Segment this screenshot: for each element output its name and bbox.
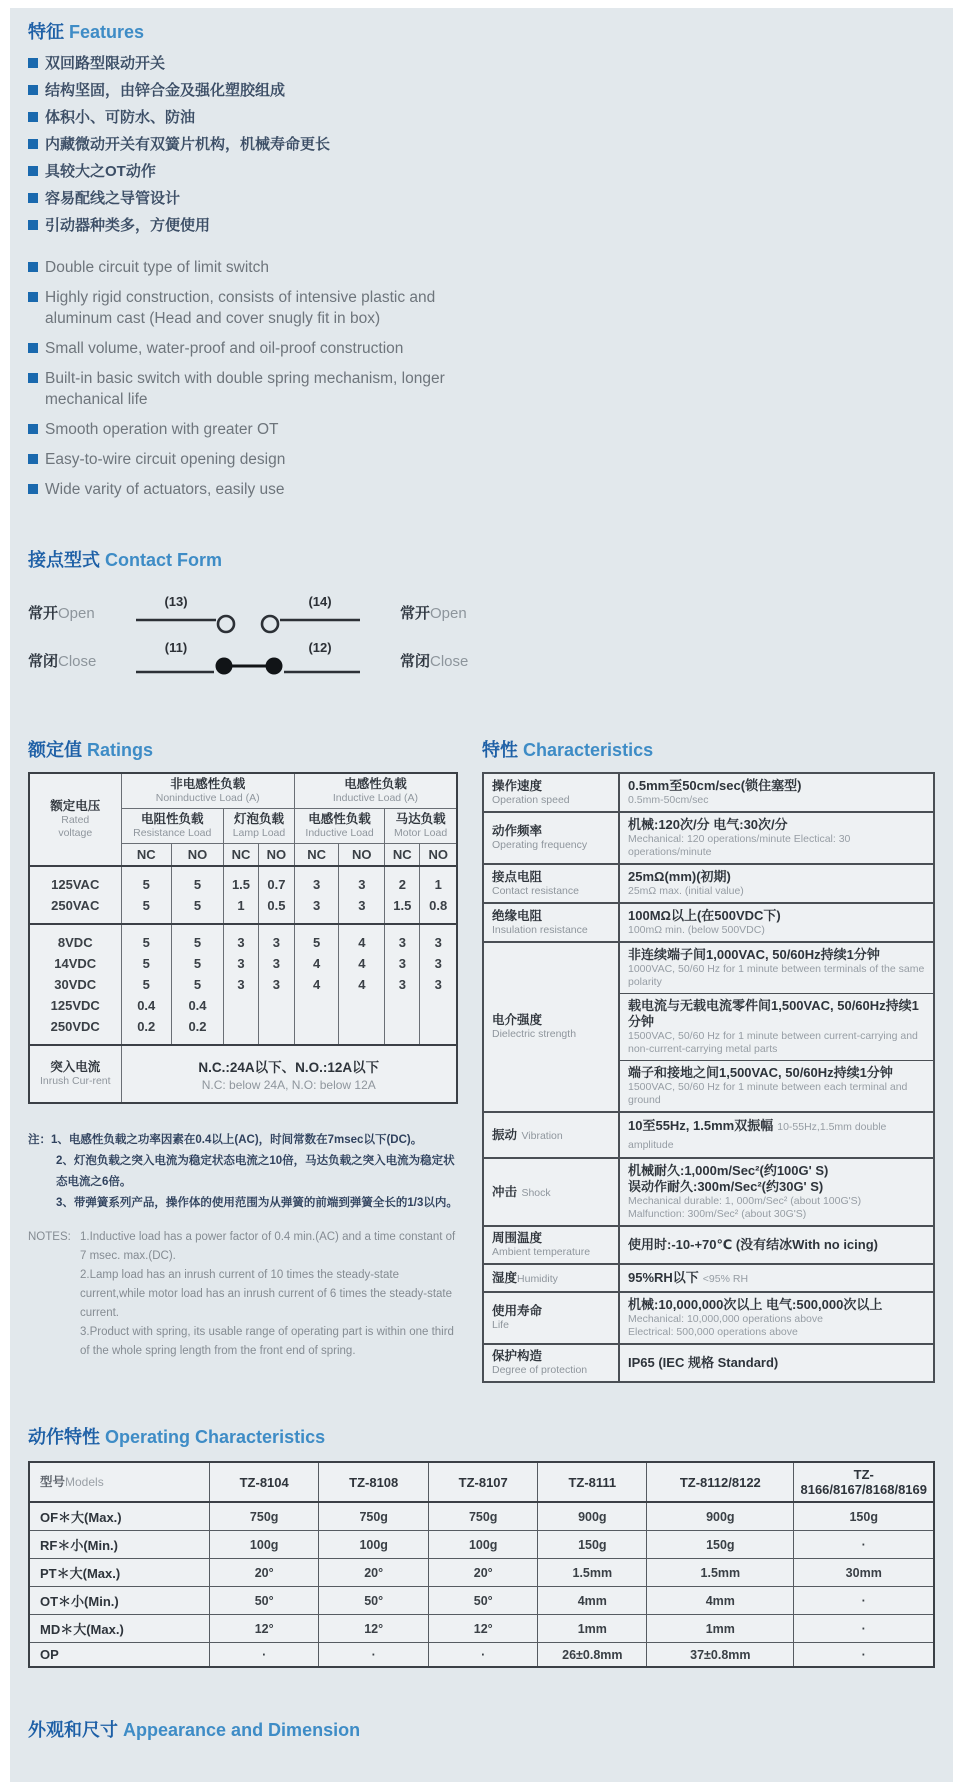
table-row: MD＊大(Max.) 12° 12° 12° 1mm 1mm · — [29, 1615, 934, 1643]
table-row: 湿度Humidity 95%RH以下 <95% RH — [483, 1264, 934, 1292]
features-list-zh — [28, 54, 935, 235]
notes-zh: 注：1、电感性负载之功率因素在0.4以上(AC)，时间常数在7msec以下(DC)。 2、灯泡负载之突入电流为稳定状态电流之10倍，马达负载之突入电流为稳定状态电流之6倍。 3、带弹簧系列产品，操作体的使用范围为从弹簧的前端到弹簧全长的1/3以内。 — [28, 1134, 458, 1209]
table-row: 250VAC 5 5 1 0.5 3 3 1.5 0.8 — [29, 895, 457, 924]
bullet-square-icon — [28, 220, 38, 230]
feature-item: 内藏微动开关有双簧片机构，机械寿命更长 — [28, 135, 935, 154]
ratings-heading — [28, 736, 458, 762]
bullet-square-icon — [28, 193, 38, 203]
bullet-square-icon — [28, 484, 38, 494]
table-row: 125VAC 5 5 1.5 0.7 3 3 2 1 — [29, 866, 457, 895]
feature-item: 具较大之OT动作 — [28, 162, 935, 181]
features-heading — [28, 18, 935, 44]
bullet-square-icon — [28, 58, 38, 68]
table-row: 载电流与无载电流零件间1,500VAC, 50/60Hz持续1分钟 1500VAC, 50/60 Hz for 1 minute between current-carrying and non-current-carrying metal parts — [483, 994, 934, 1061]
table-row: OF＊大(Max.) 750g 750g 750g 900g 900g 150g — [29, 1502, 934, 1531]
vac-rows-group — [29, 866, 457, 924]
table-row: 周围温度 Ambient temperature 使用时:-10-+70℃ (没有结冰With no icing) — [483, 1226, 934, 1264]
model-column: TZ-8108 — [319, 1462, 429, 1502]
svg-text:(11): (11) — [164, 640, 188, 655]
contact-close-row — [28, 638, 935, 684]
lamp-load-header: 灯泡负载 Lamp Load — [224, 809, 295, 844]
feature-item: Double circuit type of limit switch — [28, 257, 448, 278]
notes-section — [28, 1130, 458, 1361]
appearance-section — [28, 1716, 935, 1742]
feature-item: Built-in basic switch with double spring mechanism, longer mechanical life — [28, 368, 448, 410]
contact-form-heading-zh: 接点型式 — [28, 550, 100, 570]
operating-heading-zh: 动作特性 — [28, 1427, 100, 1447]
ratings-section — [28, 736, 458, 1361]
vdc-rows-group — [29, 924, 457, 1045]
characteristics-heading — [482, 736, 935, 762]
feature-item: 引动器种类多，方便使用 — [28, 216, 935, 235]
operating-table — [28, 1461, 935, 1668]
features-list-en — [28, 257, 448, 500]
feature-item: Easy-to-wire circuit opening design — [28, 449, 448, 470]
table-row: 动作频率 Operating frequency 机械:120次/分 电气:30次/分 Mechanical: 120 operations/minute Electical: 30 operations/minute — [483, 812, 934, 864]
rated-voltage-header: 额定电压 Rated voltage — [29, 773, 121, 866]
table-row: 冲击 Shock 机械耐久:1,000m/Sec²(约100G' S) 误动作耐久:300m/Sec²(约30G' S) Mechanical durable: 1, 000m/Sec² (about 100G'S) Malfunction: 300m/Sec² (about 30G'S) — [483, 1158, 934, 1226]
appearance-heading-en: Appearance and Dimension — [123, 1720, 361, 1740]
model-column: TZ-8107 — [428, 1462, 538, 1502]
nc-header: NC — [385, 844, 420, 867]
ratings-table — [28, 772, 458, 1104]
no-header: NO — [171, 844, 223, 867]
ratings-heading-zh: 额定值 — [28, 740, 82, 760]
bullet-square-icon — [28, 166, 38, 176]
nc-header: NC — [294, 844, 338, 867]
no-header: NO — [339, 844, 385, 867]
features-heading-zh: 特征 — [28, 22, 64, 42]
table-row: 电介强度 Dielectric strength 非连续端子间1,000VAC, 50/60Hz持续1分钟 1000VAC, 50/60 Hz for 1 minute between terminals of the same polarity — [483, 942, 934, 994]
operating-heading-en: Operating Characteristics — [105, 1427, 326, 1447]
models-header: 型号Models — [29, 1462, 209, 1502]
inductive-load-subheader: 电感性负载 Inductive Load — [294, 809, 384, 844]
bullet-square-icon — [28, 112, 38, 122]
features-section — [28, 18, 935, 500]
svg-text:(12): (12) — [308, 640, 332, 655]
appearance-heading — [28, 1716, 935, 1742]
ratings-heading-en: Ratings — [87, 740, 154, 760]
close-label-left: 常闭Close — [28, 653, 97, 670]
feature-item: Wide varity of actuators, easily use — [28, 479, 448, 500]
operating-heading — [28, 1423, 935, 1449]
table-row: 绝缘电阻 Insulation resistance 100MΩ以上(在500VDC下) 100mΩ min. (below 500VDC) — [483, 903, 934, 942]
notes-en: NOTES: 1.Inductive load has a power factor of 0.4 min.(AC) and a time constant of 7 msec. max.(DC). 2.Lamp load has an inrush current of 10 times the steady-state current,while motor load has an inrush current of 6 times the steady-state current. 3.Product with spring, its usable range of operating part is within one third of the whole spring length from the front end of spring. — [28, 1231, 456, 1357]
feature-item: 容易配线之导管设计 — [28, 189, 935, 208]
table-row: 操作速度 Operation speed 0.5mm至50cm/sec(锁住塞型) 0.5mm-50cm/sec — [483, 773, 934, 812]
nc-header: NC — [224, 844, 259, 867]
contact-open-row — [28, 590, 935, 636]
characteristics-heading-en: Characteristics — [523, 740, 654, 760]
normally-open-contact-icon — [124, 590, 394, 636]
table-row: 使用寿命 Life 机械:10,000,000次以上 电气:500,000次以上 Mechanical: 10,000,000 operations above Electrical: 500,000 operations above — [483, 1292, 934, 1344]
svg-text:(13): (13) — [164, 594, 188, 609]
bullet-square-icon — [28, 373, 38, 383]
table-row: 保护构造 Degree of protection IP65 (IEC 规格 Standard) — [483, 1344, 934, 1382]
table-row: OT＊小(Min.) 50° 50° 50° 4mm 4mm · — [29, 1587, 934, 1615]
inrush-value: N.C.:24A以下、N.O.:12A以下 N.C: below 24A, N.O: below 12A — [121, 1045, 457, 1103]
table-row — [29, 1462, 934, 1502]
table-row: 接点电阻 Contact resistance 25mΩ(mm)(初期) 25mΩ max. (initial value) — [483, 864, 934, 903]
feature-item: 体积小、可防水、防油 — [28, 108, 935, 127]
bullet-square-icon — [28, 85, 38, 95]
model-column: TZ-8166/8167/8168/8169 — [794, 1462, 934, 1502]
open-label-left: 常开Open — [28, 605, 95, 622]
contact-form-diagram — [28, 590, 935, 684]
bullet-square-icon — [28, 292, 38, 302]
inrush-row-group — [29, 1045, 457, 1103]
characteristics-table — [482, 772, 935, 1383]
bullet-square-icon — [28, 139, 38, 149]
no-header: NO — [258, 844, 294, 867]
bullet-square-icon — [28, 454, 38, 464]
feature-item: 结构坚固，由锌合金及强化塑胶组成 — [28, 81, 935, 100]
table-row: OP · · · 26±0.8mm 37±0.8mm · — [29, 1643, 934, 1668]
table-row: 振动 Vibration 10至55Hz, 1.5mm双振幅 10-55Hz,1.5mm double amplitude — [483, 1112, 934, 1158]
nc-header: NC — [121, 844, 171, 867]
svg-text:(14): (14) — [308, 594, 332, 609]
feature-item: Smooth operation with greater OT — [28, 419, 448, 440]
motor-load-header: 马达负载 Motor Load — [385, 809, 457, 844]
bullet-square-icon — [28, 262, 38, 272]
inductive-load-header: 电感性负载 Inductive Load (A) — [294, 773, 457, 809]
model-column: TZ-8104 — [209, 1462, 319, 1502]
datasheet-page — [10, 8, 953, 1782]
characteristics-section — [482, 736, 935, 1383]
table-row: 30VDC 5 5 3 3 4 4 3 3 — [29, 974, 457, 995]
contact-form-heading — [28, 546, 935, 572]
operating-characteristics-section — [28, 1423, 935, 1668]
model-column: TZ-8112/8122 — [647, 1462, 794, 1502]
table-row: 250VDC 0.2 0.2 — [29, 1016, 457, 1045]
no-header: NO — [420, 844, 457, 867]
feature-item: 双回路型限动开关 — [28, 54, 935, 73]
table-row: 8VDC 5 5 3 3 5 4 3 3 — [29, 924, 457, 953]
close-label-right: 常闭Close — [400, 653, 469, 670]
noninductive-load-header: 非电感性负载 Noninductive Load (A) — [121, 773, 294, 809]
table-row: PT＊大(Max.) 20° 20° 20° 1.5mm 1.5mm 30mm — [29, 1559, 934, 1587]
contact-form-section — [28, 546, 935, 684]
appearance-heading-zh: 外观和尺寸 — [28, 1720, 118, 1740]
normally-closed-contact-icon — [124, 638, 394, 684]
bullet-square-icon — [28, 343, 38, 353]
bullet-square-icon — [28, 424, 38, 434]
feature-item: Highly rigid construction, consists of intensive plastic and aluminum cast (Head and cover snugly fit in box) — [28, 287, 448, 329]
feature-item: Small volume, water-proof and oil-proof construction — [28, 338, 448, 359]
open-label-right: 常开Open — [400, 605, 467, 622]
table-row: RF＊小(Min.) 100g 100g 100g 150g 150g · — [29, 1531, 934, 1559]
inrush-label: 突入电流 Inrush Cur-rent — [29, 1045, 121, 1103]
features-heading-en: Features — [69, 22, 145, 42]
resistance-load-header: 电阻性负载 Resistance Load — [121, 809, 224, 844]
characteristics-heading-zh: 特性 — [482, 740, 518, 760]
table-row: 14VDC 5 5 3 3 4 4 3 3 — [29, 953, 457, 974]
table-row — [29, 1045, 457, 1103]
contact-form-heading-en: Contact Form — [105, 550, 223, 570]
table-row: 125VDC 0.4 0.4 — [29, 995, 457, 1016]
table-row: 端子和接地之间1,500VAC, 50/60Hz持续1分钟 1500VAC, 50/60 Hz for 1 minute between each terminal and ground — [483, 1061, 934, 1113]
model-column: TZ-8111 — [538, 1462, 647, 1502]
tables-area — [28, 736, 935, 1383]
